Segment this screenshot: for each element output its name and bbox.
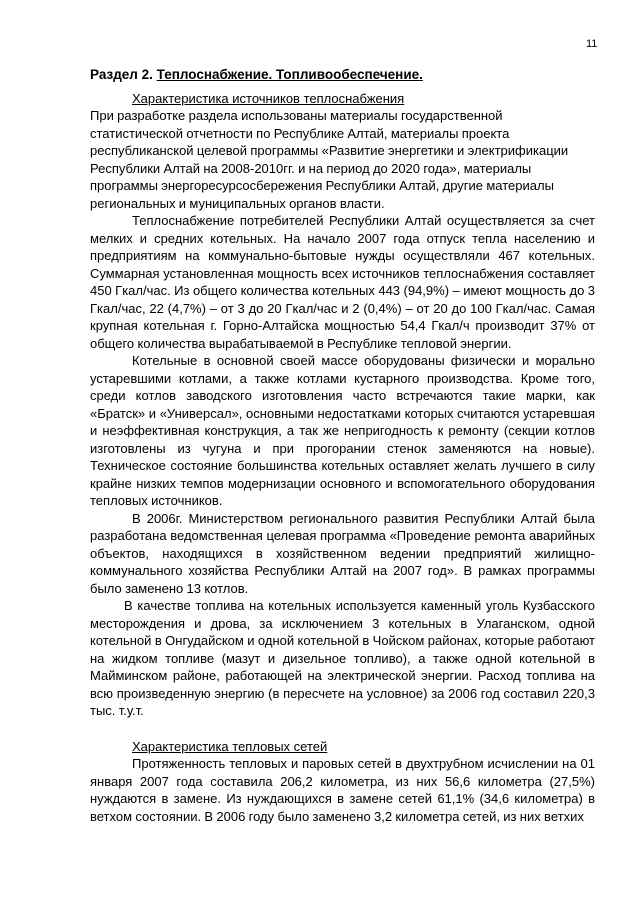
heat-networks-paragraph-1: Протяженность тепловых и паровых сетей в двухтрубном исчислении на 01 января 2007 года составила 206,2 километра, из них 56,6 километра (27,5%) нуждаются в замене. Из нуждающихся в замене сетей 61,1% (34,6 километра) в ветхом состоянии. В 2006 году было заменено 3,2 километра сетей, из них ветхих (90, 756, 595, 824)
section-prefix: Раздел 2. (90, 67, 153, 82)
heat-sources-paragraph-5: В качестве топлива на котельных используется каменный уголь Кузбасского месторождения и дрова, за исключением 3 котельных в Улаганском, одной котельной в Онгудайском и одной котельной в Чойском районах, которые работают на жидком топливе (мазут и дизельное топливо), а также одной котельной в Майминском районе, работающей на электрической энергии. Расход топлива на всю произведенную энергию (в пересчете на условное) за 2006 год составил 220,3 тыс. т.у.т. (90, 598, 595, 718)
heat-networks-heading: Характеристика тепловых сетей (132, 738, 328, 754)
page-number: 11 (586, 38, 598, 50)
heat-sources-heading: Характеристика источников теплоснабжения (132, 90, 405, 106)
heat-sources-paragraph-3: Котельные в основной своей массе оборудованы физически и морально устаревшими котлами, а также котлами кустарного производства. Кроме того, среди котлов заводского изготовления часто встречаются такие марки, как «Братск» и «Универсал», основными недостатками которых считаются устаревшая и неэффективная конструкция, а так же непригодность к ремонту (секции котлов изготовлены из чугуна и при прогорании стенок заменяются на новые). Техническое состояние большинства котельных оставляет желать лучшего в силу крайне низких темпов модернизации основного и вспомогательного оборудования тепловых источников. (90, 353, 595, 508)
heat-sources-paragraph-2: Теплоснабжение потребителей Республики Алтай осуществляется за счет мелких и средних котельных. На начало 2007 года отпуск тепла населению и предприятиям на коммунально-бытовые нужды осуществляли 467 котельных. Суммарная установленная мощность всех источников теплоснабжения составляет 450 Гкал/час. Из общего количества котельных 443 (94,9%) – имеют мощность до 3 Гкал/час, 22 (4,7%) – от 3 до 20 Гкал/час и 2 (0,4%) – от 20 до 100 Гкал/час. Самая крупная котельная г. Горно-Алтайска мощностью 54,4 Гкал/ч производит 37% от общего количества вырабатываемой в Республике тепловой энергии. (90, 213, 595, 351)
section-title (90, 66, 595, 84)
document-body (90, 66, 595, 825)
heat-sources-paragraph-4: В 2006г. Министерством регионального развития Республики Алтай была разработана ведомственная целевая программа «Проведение ремонта аварийных объектов, находящихся в хозяйственном ведении предприятий жилищно-коммунального хозяйства Республики Алтай на 2007 год». В рамках программы было заменено 13 котлов. (90, 510, 595, 596)
section-title-text: Теплоснабжение. Топливообеспечение. (156, 67, 423, 82)
heat-sources-paragraph-1: При разработке раздела использованы материалы государственной статистической отчетности по Республике Алтай, материалы проекта республиканской целевой программы «Развитие энергетики и электрификации Республики Алтай на 2008-2010гг. и на период до 2020 года», материалы программы энергоресурсосбережения Республики Алтай, другие материалы региональных и муниципальных органов власти. (90, 108, 569, 211)
